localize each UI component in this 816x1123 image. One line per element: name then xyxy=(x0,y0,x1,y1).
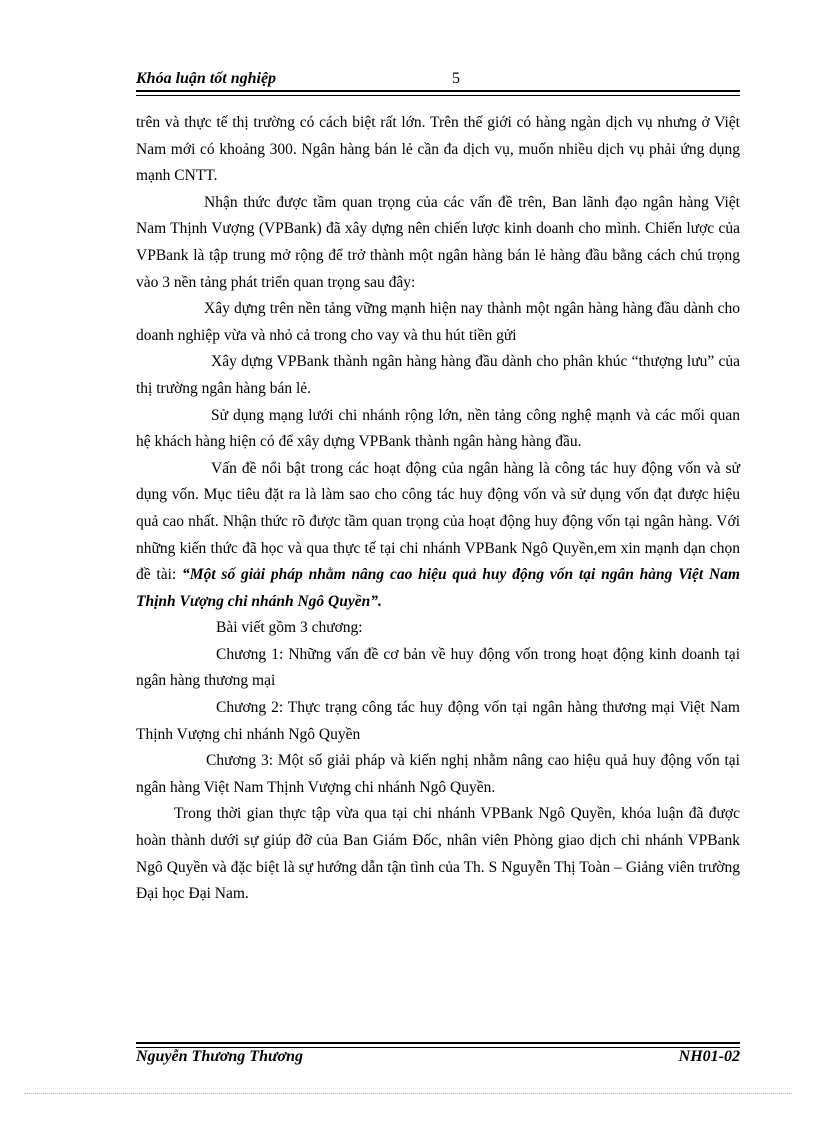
paragraph-5: Sử dụng mạng lưới chi nhánh rộng lớn, nền tảng công nghệ mạnh và các mối quan hệ khách hàng hiện có để xây dựng VPBank thành ngân hàng hàng đầu. xyxy=(136,406,740,451)
header-title: Khóa luận tốt nghiệp xyxy=(136,70,277,87)
paragraph-chapter-1: Chương 1: Những vấn đề cơ bản về huy động vốn trong hoạt động kinh doanh tại ngân hàng thương mại xyxy=(136,645,740,690)
paragraph-acknowledgement: Trong thời gian thực tập vừa qua tại chi nhánh VPBank Ngô Quyền, khóa luận đã được hoàn thành dưới sự giúp đỡ của Ban Giám Đốc, nhân viên Phòng giao dịch chi nhánh VPBank Ngô Quyền và đặc biệt là sự hướng dẫn tận tình của Th. S Nguyễn Thị Toàn – Giảng viên trường Đại học Đại Nam. xyxy=(136,805,740,903)
page-edge-divider xyxy=(24,1093,792,1094)
paragraph-4: Xây dựng VPBank thành ngân hàng hàng đầu dành cho phân khúc “thượng lưu” của thị trường ngân hàng bán lẻ. xyxy=(136,353,740,397)
header-rule xyxy=(136,90,740,96)
footer-code: NH01-02 xyxy=(678,1048,740,1065)
paragraph-7: Bài viết gồm 3 chương: xyxy=(216,619,363,637)
page-header xyxy=(136,68,740,92)
paragraph-6-text: Vấn đề nổi bật trong các hoạt động của ngân hàng là công tác huy động vốn và sử dụng vốn. Mục tiêu đặt ra là làm sao cho công tác huy động vốn và sử dụng vốn đạt được hiệu quả cao nhất. Nhận thức rõ được tầm quan trọng của hoạt động huy động vốn tại ngân hàng. Với những kiến thức đã học và qua thực tế tại chi nhánh VPBank Ngô Quyền,em xin mạnh dạn chọn đề tài: xyxy=(136,459,740,584)
page-footer xyxy=(136,1048,740,1072)
document-body xyxy=(136,110,740,908)
paragraph-6 xyxy=(136,456,740,616)
topic-title: “Một số giải pháp nhằm nâng cao hiệu quả huy động vốn tại ngân hàng Việt Nam Thịnh Vượng chi nhánh Ngô Quyền”. xyxy=(136,566,740,610)
paragraph-chapter-3: Chương 3: Một số giải pháp và kiến nghị nhằm nâng cao hiệu quả huy động vốn tại ngân hàng Việt Nam Thịnh Vượng chi nhánh Ngô Quyền. xyxy=(136,752,740,796)
paragraph-1: trên và thực tế thị trường có cách biệt rất lớn. Trên thế giới có hàng ngàn dịch vụ nhưng ở Việt Nam mới có khoảng 300. Ngân hàng bán lẻ cần đa dịch vụ, muốn nhiều dịch vụ phải ứng dụng mạnh CNTT. xyxy=(136,114,740,185)
footer-author: Nguyễn Thương Thương xyxy=(136,1048,304,1065)
paragraph-2: Nhận thức được tầm quan trọng của các vấn đề trên, Ban lãnh đạo ngân hàng Việt Nam Thịnh Vượng (VPBank) đã xây dựng nên chiến lược kinh doanh cho mình. Chiến lược của VPBank là tập trung mở rộng để trở thành một ngân hàng bán lẻ hàng đầu bằng cách chú trọng vào 3 nền tảng phát triển quan trọng sau đây: xyxy=(136,193,740,291)
page-number: 5 xyxy=(452,70,460,87)
paragraph-chapter-2: Chương 2: Thực trạng công tác huy động vốn tại ngân hàng thương mại Việt Nam Thịnh Vượng chi nhánh Ngô Quyền xyxy=(136,699,740,743)
paragraph-3: Xây dựng trên nền tảng vững mạnh hiện nay thành một ngân hàng hàng đầu dành cho doanh nghiệp vừa và nhỏ cả trong cho vay và thu hút tiền gửi xyxy=(136,300,740,344)
